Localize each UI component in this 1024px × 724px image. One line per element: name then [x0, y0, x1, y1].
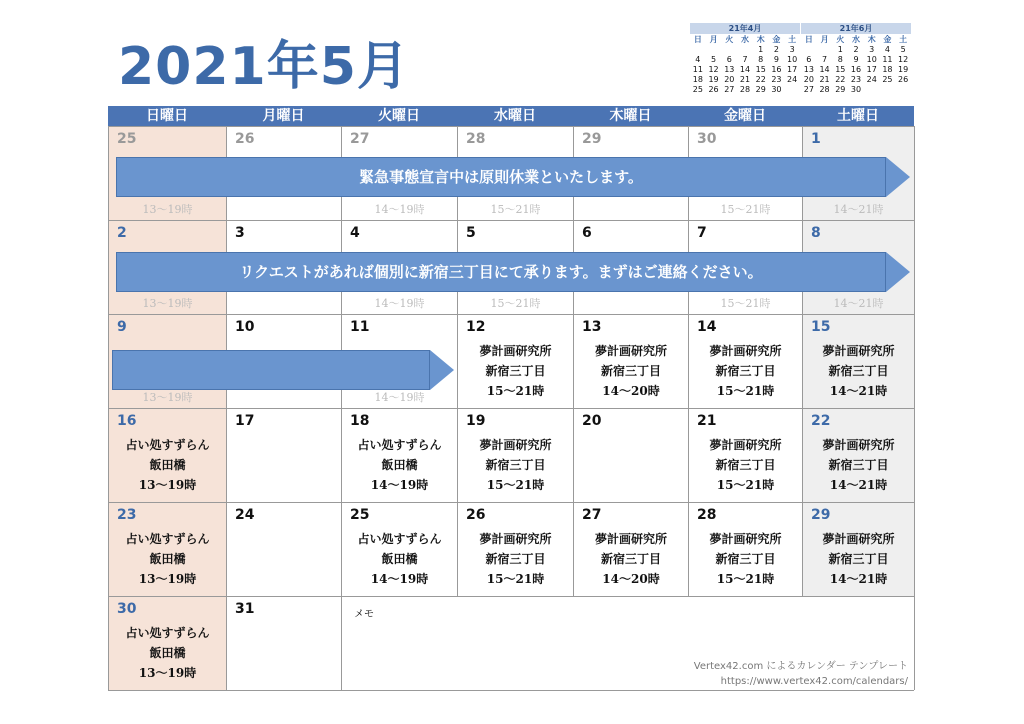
mini-day: 11: [692, 65, 703, 74]
mini-day: 20: [724, 75, 735, 84]
day-number: 22: [811, 413, 831, 429]
day-number: 13: [582, 319, 602, 335]
mini-day: 22: [755, 75, 766, 84]
faded-hours: 13〜19時: [142, 391, 193, 404]
faded-hours: 15〜21時: [490, 203, 541, 216]
mini-weekday: 水: [740, 35, 749, 44]
mini-day: [690, 45, 706, 55]
mini-day: 11: [882, 55, 893, 64]
banner-text: 緊急事態宣言中は原則休業といたします。: [359, 168, 643, 186]
mini-day: 26: [898, 75, 909, 84]
day-cell[interactable]: [689, 408, 803, 502]
mini-day: [784, 85, 800, 95]
day-number: 14: [697, 319, 717, 335]
mini-day: 14: [819, 65, 830, 74]
mini-day: 2: [853, 45, 859, 54]
day-cell[interactable]: [109, 502, 227, 596]
mini-day: 30: [850, 85, 862, 94]
day-cell[interactable]: [689, 314, 803, 408]
weekday-header-thu: 木曜日: [609, 108, 652, 124]
credit-url[interactable]: https://www.vertex42.com/calendars/: [720, 676, 908, 687]
mini-weekday: 金: [772, 35, 781, 44]
mini-day: [880, 85, 896, 95]
mini-day: 17: [787, 65, 798, 74]
day-cell[interactable]: [342, 502, 458, 596]
page-title: 2021年5月: [118, 37, 410, 97]
event-line: 14〜21時: [829, 478, 888, 492]
mini-day: 10: [866, 55, 877, 64]
mini-weekday: 金: [883, 35, 892, 44]
event-line: 夢計画研究所: [594, 532, 667, 546]
day-cell[interactable]: [803, 314, 915, 408]
event-line: 新宿三丁目: [485, 552, 546, 566]
day-number: 26: [235, 131, 255, 147]
faded-hours: 14〜19時: [374, 297, 425, 310]
day-number: 20: [582, 413, 602, 429]
weekday-header-fri: 金曜日: [724, 108, 766, 124]
day-cell[interactable]: [803, 408, 915, 502]
mini-day: 14: [739, 65, 751, 74]
event-line: 14〜20時: [602, 572, 660, 586]
mini-weekday: 月: [820, 35, 829, 44]
mini-weekday: 日: [804, 35, 813, 44]
banner-arrow-3: [112, 350, 454, 390]
mini-day: 13: [724, 65, 735, 74]
day-number: 10: [235, 319, 255, 335]
day-cell[interactable]: [227, 596, 342, 690]
banner-arrow-2: [116, 252, 910, 292]
day-number: 21: [697, 413, 717, 429]
mini-day: [895, 85, 911, 95]
event-text: [109, 435, 226, 495]
day-cell[interactable]: [458, 502, 574, 596]
day-number: 25: [350, 507, 370, 523]
event-line: 14〜21時: [829, 572, 888, 586]
event-line: 占い処すずらん: [357, 438, 442, 452]
mini-day: 13: [803, 65, 814, 74]
day-number: 16: [117, 413, 137, 429]
day-cell[interactable]: [227, 408, 342, 502]
event-line: 新宿三丁目: [715, 552, 776, 566]
arrow-head-icon: [430, 350, 454, 390]
day-number: 6: [582, 225, 592, 241]
weekday-header-sun: 日曜日: [146, 108, 188, 124]
mini-day: 9: [853, 55, 859, 64]
mini-day: 10: [787, 55, 798, 64]
mini-day: 12: [898, 55, 909, 64]
mini-calendar-april: [690, 23, 800, 95]
mini-day: 15: [755, 65, 766, 74]
weekday-header-sat: 土曜日: [837, 108, 879, 124]
event-line: 14〜19時: [370, 572, 429, 586]
event-line: 新宿三丁目: [485, 458, 546, 472]
mini-day: 24: [787, 75, 798, 84]
mini-day: 25: [882, 75, 893, 84]
day-cell[interactable]: [458, 314, 574, 408]
mini-day: [864, 85, 880, 95]
mini-day: 2: [773, 45, 779, 54]
day-number: 8: [811, 225, 821, 241]
mini-weekday: 日: [693, 35, 702, 44]
event-line: 占い処すずらん: [125, 438, 210, 452]
mini-day: 30: [771, 85, 782, 94]
mini-weekday: 月: [709, 35, 718, 44]
calendar-weeks: [108, 126, 914, 691]
mini-weekday: 木: [756, 35, 765, 44]
mini-day: [801, 45, 817, 55]
mini-day: 18: [692, 75, 703, 84]
week-row-4: [109, 408, 914, 502]
day-number: 5: [466, 225, 476, 241]
event-text: [342, 529, 457, 589]
mini-day: [706, 45, 722, 55]
mini-day: 16: [771, 65, 782, 74]
weekday-header-tue: 火曜日: [378, 108, 420, 124]
event-line: 夢計画研究所: [709, 344, 782, 358]
day-cell[interactable]: [109, 596, 227, 690]
event-text: [803, 435, 914, 495]
mini-day: 4: [695, 55, 701, 64]
memo-label: メモ: [354, 609, 374, 620]
event-text: [803, 341, 914, 401]
event-line: 夢計画研究所: [479, 344, 552, 358]
mini-day: 3: [869, 45, 875, 54]
day-number: 19: [466, 413, 486, 429]
mini-weekday: 木: [867, 35, 876, 44]
day-number: 31: [235, 601, 255, 617]
event-line: 15〜21時: [486, 384, 545, 398]
mini-day: 23: [850, 75, 862, 84]
event-line: 飯田橋: [149, 552, 186, 566]
faded-hours: 14〜21時: [833, 297, 884, 310]
banner-arrow-1: [116, 157, 910, 197]
event-text: [342, 435, 457, 495]
day-number: 28: [466, 131, 486, 147]
event-line: 飯田橋: [149, 458, 186, 472]
arrow-head-icon: [886, 252, 910, 292]
mini-day: [817, 45, 833, 55]
event-text: [574, 529, 688, 589]
mini-day: 25: [692, 85, 703, 94]
mini-day: 28: [739, 85, 751, 94]
faded-hours: 14〜21時: [833, 203, 884, 216]
mini-day: 21: [739, 75, 751, 84]
mini-day: 29: [835, 85, 846, 94]
arrow-head-icon: [886, 157, 910, 197]
event-line: 夢計画研究所: [822, 344, 895, 358]
day-cell[interactable]: [458, 408, 574, 502]
event-line: 13〜19時: [138, 478, 197, 492]
day-number: 18: [350, 413, 370, 429]
day-number: 1: [811, 131, 821, 147]
event-text: [458, 341, 573, 401]
mini-day: [721, 45, 737, 55]
event-line: 13〜19時: [138, 572, 197, 586]
mini-calendar-header: 21年6月: [801, 23, 911, 34]
mini-day: 15: [835, 65, 846, 74]
mini-day: 7: [822, 55, 828, 64]
event-line: 新宿三丁目: [715, 364, 776, 378]
event-line: 占い処すずらん: [125, 626, 210, 640]
event-line: 新宿三丁目: [600, 552, 661, 566]
mini-day: 19: [898, 65, 909, 74]
event-line: 15〜21時: [486, 572, 545, 586]
day-number: 27: [582, 507, 602, 523]
event-text: [803, 529, 914, 589]
mini-day: 21: [819, 75, 830, 84]
day-number: 30: [117, 601, 137, 617]
mini-day: 1: [758, 45, 764, 54]
day-number: 30: [697, 131, 717, 147]
faded-hours: 14〜19時: [374, 391, 425, 404]
mini-day: 9: [773, 55, 779, 64]
event-text: [689, 529, 802, 589]
event-text: [109, 529, 226, 589]
day-number: 24: [235, 507, 255, 523]
day-cell[interactable]: [574, 502, 689, 596]
day-number: 3: [235, 225, 245, 241]
mini-weekday: 土: [788, 35, 797, 44]
mini-day: 19: [708, 75, 719, 84]
credit-line: Vertex42.com によるカレンダー テンプレート: [693, 661, 908, 672]
event-text: [458, 435, 573, 495]
event-line: 占い処すずらん: [357, 532, 442, 546]
mini-day: 5: [711, 55, 717, 64]
event-line: 飯田橋: [149, 646, 186, 660]
event-text: [109, 623, 226, 683]
event-line: 夢計画研究所: [479, 438, 552, 452]
mini-day: 23: [771, 75, 782, 84]
event-line: 新宿三丁目: [485, 364, 546, 378]
day-number: 29: [811, 507, 831, 523]
banner-text: リクエストがあれば個別に新宿三丁目にて承ります。まずはご連絡ください。: [239, 263, 763, 281]
mini-day: 16: [850, 65, 862, 74]
mini-weekday: 土: [899, 35, 908, 44]
memo-area[interactable]: [342, 596, 915, 690]
day-number: 25: [117, 131, 137, 147]
banner-text: [112, 350, 430, 390]
faded-hours: 14〜19時: [374, 203, 425, 216]
mini-weekday: 水: [851, 35, 860, 44]
weekday-header-wed: 水曜日: [494, 108, 536, 124]
mini-day: 29: [755, 85, 766, 94]
mini-day: 24: [866, 75, 877, 84]
day-cell[interactable]: [689, 502, 803, 596]
event-line: 14〜21時: [829, 384, 888, 398]
event-line: 14〜20時: [602, 384, 660, 398]
event-line: 14〜19時: [370, 478, 429, 492]
mini-day: 27: [724, 85, 735, 94]
day-number: 7: [697, 225, 707, 241]
event-line: 夢計画研究所: [709, 438, 782, 452]
day-cell[interactable]: [574, 314, 689, 408]
day-number: 17: [235, 413, 255, 429]
mini-day: 28: [819, 85, 830, 94]
event-text: [458, 529, 573, 589]
day-number: 9: [117, 319, 127, 335]
mini-day: 5: [900, 45, 906, 54]
day-number: 27: [350, 131, 370, 147]
event-line: 飯田橋: [381, 552, 418, 566]
event-line: 15〜21時: [716, 478, 775, 492]
mini-day: 6: [726, 55, 732, 64]
event-line: 夢計画研究所: [594, 344, 667, 358]
week-row-6: [109, 596, 914, 690]
mini-day: 3: [789, 45, 795, 54]
mini-day: 18: [882, 65, 893, 74]
event-line: 15〜21時: [716, 572, 775, 586]
day-cell[interactable]: [227, 502, 342, 596]
event-line: 13〜19時: [138, 666, 197, 680]
event-line: 飯田橋: [381, 458, 418, 472]
event-line: 新宿三丁目: [828, 458, 889, 472]
faded-hours: 15〜21時: [490, 297, 541, 310]
mini-calendar-june: [801, 23, 911, 95]
event-line: 15〜21時: [486, 478, 545, 492]
day-cell[interactable]: [574, 408, 689, 502]
day-number: 29: [582, 131, 602, 147]
faded-hours: 15〜21時: [720, 297, 771, 310]
mini-day: 17: [866, 65, 877, 74]
weekday-header-mon: 月曜日: [262, 108, 305, 124]
mini-day: 8: [758, 55, 764, 64]
mini-day: 27: [803, 85, 814, 94]
weekday-header-row: [108, 106, 914, 126]
event-line: 占い処すずらん: [125, 532, 210, 546]
mini-day: 7: [742, 55, 748, 64]
day-number: 23: [117, 507, 137, 523]
day-number: 11: [350, 319, 370, 335]
day-cell[interactable]: [803, 502, 915, 596]
day-number: 4: [350, 225, 360, 241]
mini-day: [737, 45, 753, 55]
mini-day: 4: [884, 45, 890, 54]
day-cell[interactable]: [109, 408, 227, 502]
mini-day: 22: [835, 75, 846, 84]
event-line: 夢計画研究所: [479, 532, 552, 546]
event-line: 新宿三丁目: [828, 552, 889, 566]
event-text: [689, 435, 802, 495]
event-text: [689, 341, 802, 401]
faded-hours: 13〜19時: [142, 297, 193, 310]
day-number: 15: [811, 319, 831, 335]
mini-day: 1: [837, 45, 843, 54]
faded-hours: 13〜19時: [142, 203, 193, 216]
week-row-5: [109, 502, 914, 596]
event-line: 夢計画研究所: [822, 532, 895, 546]
mini-day: 12: [708, 65, 719, 74]
day-number: 2: [117, 225, 127, 241]
day-number: 12: [466, 319, 486, 335]
event-line: 夢計画研究所: [822, 438, 895, 452]
event-line: 新宿三丁目: [828, 364, 889, 378]
event-line: 新宿三丁目: [715, 458, 776, 472]
mini-day: 26: [708, 85, 719, 94]
mini-day: 20: [803, 75, 814, 84]
day-number: 26: [466, 507, 486, 523]
mini-weekday: 火: [725, 35, 734, 44]
event-line: 15〜21時: [716, 384, 775, 398]
day-cell[interactable]: [342, 408, 458, 502]
event-line: 夢計画研究所: [709, 532, 782, 546]
month-calendar: [108, 106, 914, 691]
mini-weekday: 火: [836, 35, 845, 44]
mini-calendar-header: 21年4月: [690, 23, 800, 34]
event-text: [574, 341, 688, 401]
day-number: 28: [697, 507, 717, 523]
mini-day: 8: [837, 55, 843, 64]
event-line: 新宿三丁目: [600, 364, 661, 378]
faded-hours: 15〜21時: [720, 203, 771, 216]
mini-day: 6: [806, 55, 812, 64]
